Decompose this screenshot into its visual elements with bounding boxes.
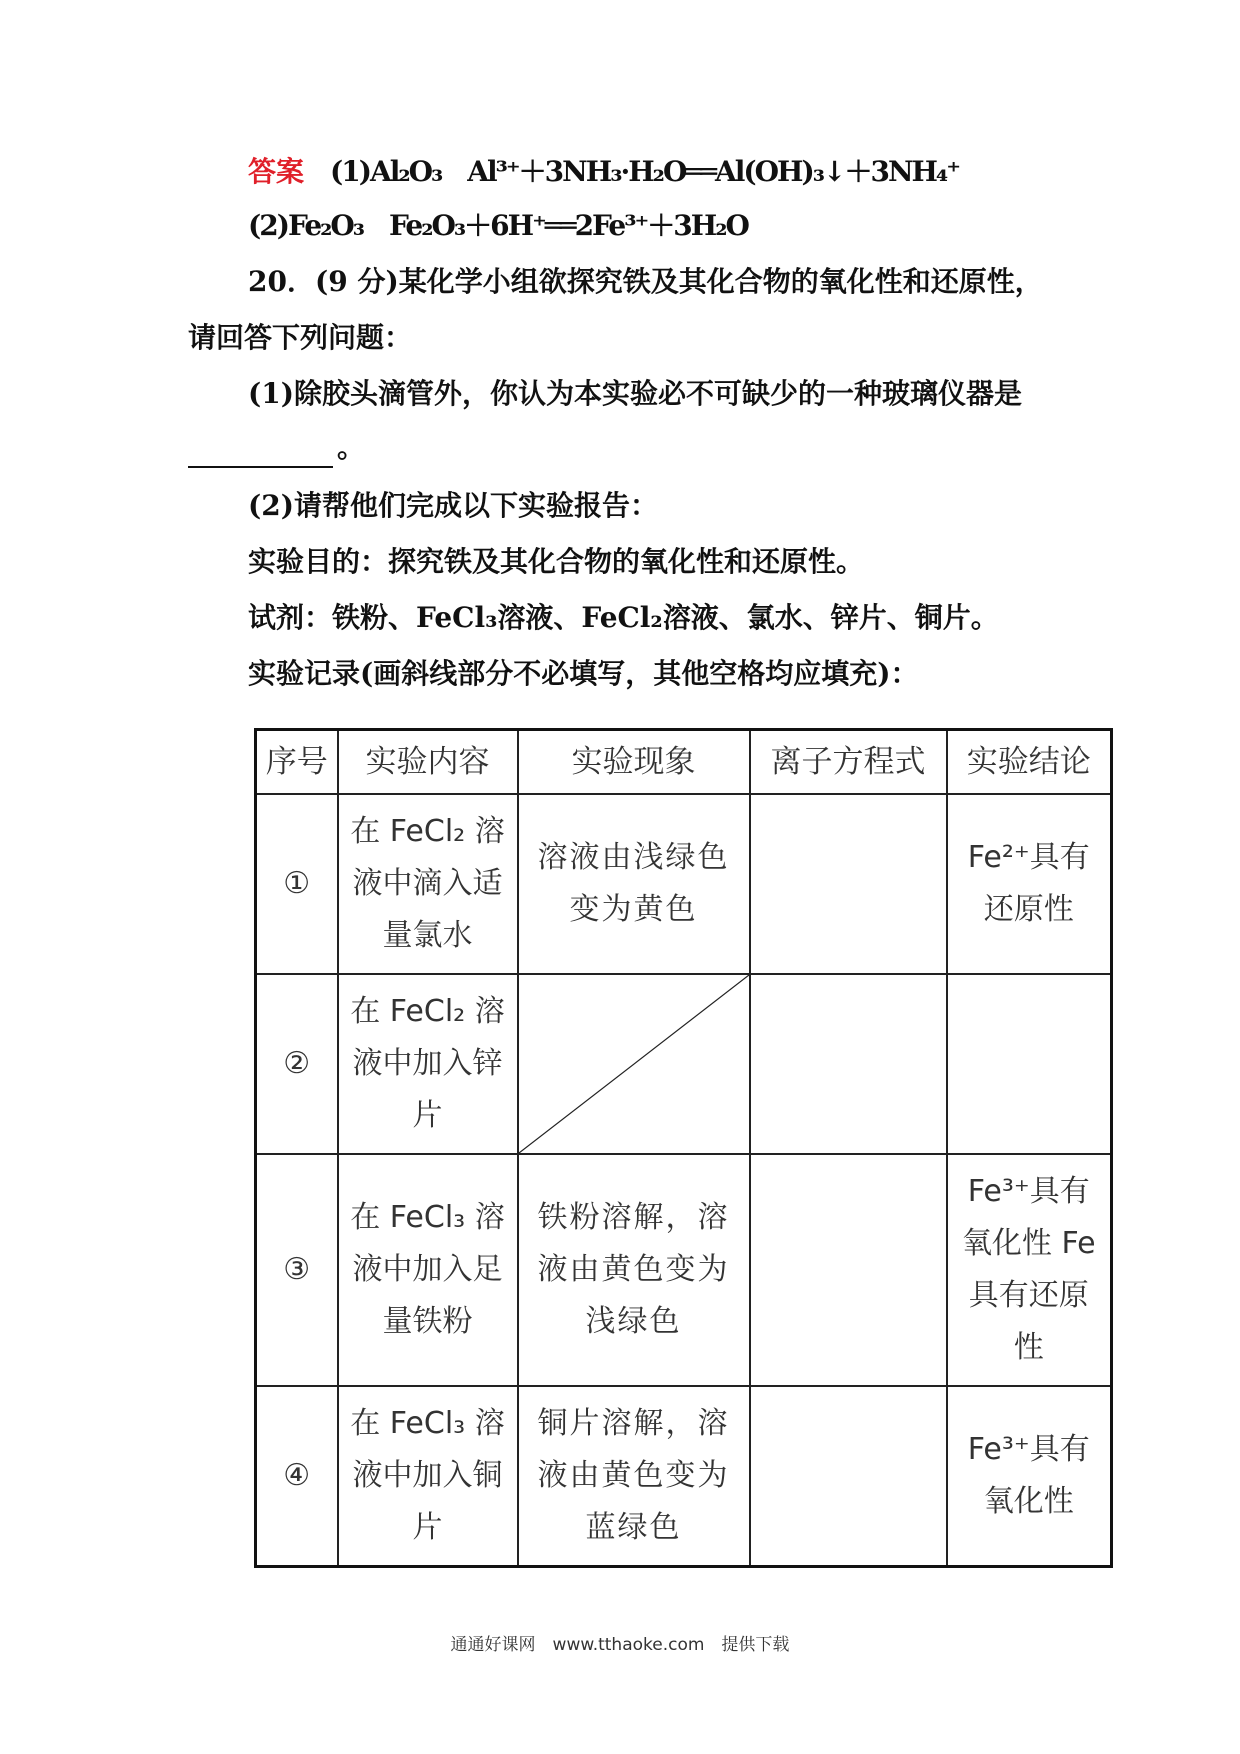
footer-source: 通通好课网 www.tthaoke.com 提供下载 [450, 1635, 790, 1655]
row-number: ③ [256, 1154, 338, 1386]
header-content: 实验内容 [338, 730, 518, 795]
header-number: 序号 [256, 730, 338, 795]
question-intro-2: 请回答下列问题： [188, 321, 413, 354]
answer-label: 答案 [248, 155, 305, 188]
table-row [256, 1386, 1112, 1566]
row-phenomenon: 铜片溶解，溶液由黄色变为蓝绿色 [518, 1386, 750, 1566]
row-equation-blank[interactable] [750, 1386, 947, 1566]
answer-line-2 [248, 206, 748, 246]
header-equation: 离子方程式 [750, 730, 947, 795]
row-phenomenon-slashed [518, 974, 750, 1154]
answer-blank[interactable] [188, 438, 333, 468]
answer-part-2: (2)Fe₂O₃ Fe₂O₃＋6H⁺══2Fe³⁺＋3H₂O [248, 209, 748, 242]
row-conclusion: Fe²⁺具有还原性 [947, 794, 1112, 974]
row-equation-blank[interactable] [750, 794, 947, 974]
experiment-purpose: 实验目的：探究铁及其化合物的氧化性和还原性。 [248, 545, 865, 578]
row-number: ④ [256, 1386, 338, 1566]
diagonal-slash [519, 975, 749, 1153]
row-number: ① [256, 794, 338, 974]
row-content: 在 FeCl₃ 溶液中加入铜片 [338, 1386, 518, 1566]
answer-part-1: (1)Al₂O₃ Al³⁺＋3NH₃·H₂O══Al(OH)₃↓＋3NH₄⁺ [330, 155, 960, 188]
question-intro-1: 20．(9 分)某化学小组欲探究铁及其化合物的氧化性和还原性， [248, 265, 1043, 298]
table-row [256, 794, 1112, 974]
row-content: 在 FeCl₂ 溶液中加入锌片 [338, 974, 518, 1154]
question-1: (1)除胶头滴管外，你认为本实验必不可缺少的一种玻璃仪器是 [248, 377, 1022, 410]
row-phenomenon: 溶液由浅绿色变为黄色 [518, 794, 750, 974]
row-content: 在 FeCl₂ 溶液中滴入适量氯水 [338, 794, 518, 974]
question-1-end: 。 [337, 431, 366, 464]
header-phenomenon: 实验现象 [518, 730, 750, 795]
row-conclusion-blank[interactable] [947, 974, 1112, 1154]
experiment-reagents: 试剂：铁粉、FeCl₃溶液、FeCl₂溶液、氯水、锌片、铜片。 [248, 601, 999, 634]
question-1-blank-line [188, 428, 365, 468]
row-equation-blank[interactable] [750, 974, 947, 1154]
row-conclusion: Fe³⁺具有氧化性 Fe 具有还原性 [947, 1154, 1112, 1386]
row-number: ② [256, 974, 338, 1154]
table-row [256, 1154, 1112, 1386]
header-conclusion: 实验结论 [947, 730, 1112, 795]
row-content: 在 FeCl₃ 溶液中加入足量铁粉 [338, 1154, 518, 1386]
experiment-record-table [254, 728, 1113, 1568]
table-row [256, 974, 1112, 1154]
row-conclusion: Fe³⁺具有氧化性 [947, 1386, 1112, 1566]
row-equation-blank[interactable] [750, 1154, 947, 1386]
answer-line-1 [248, 152, 959, 192]
question-2: (2)请帮他们完成以下实验报告： [248, 489, 658, 522]
table-header-row [256, 730, 1112, 795]
row-phenomenon: 铁粉溶解，溶液由黄色变为浅绿色 [518, 1154, 750, 1386]
experiment-record-note: 实验记录(画斜线部分不必填写，其他空格均应填充)： [248, 657, 919, 690]
